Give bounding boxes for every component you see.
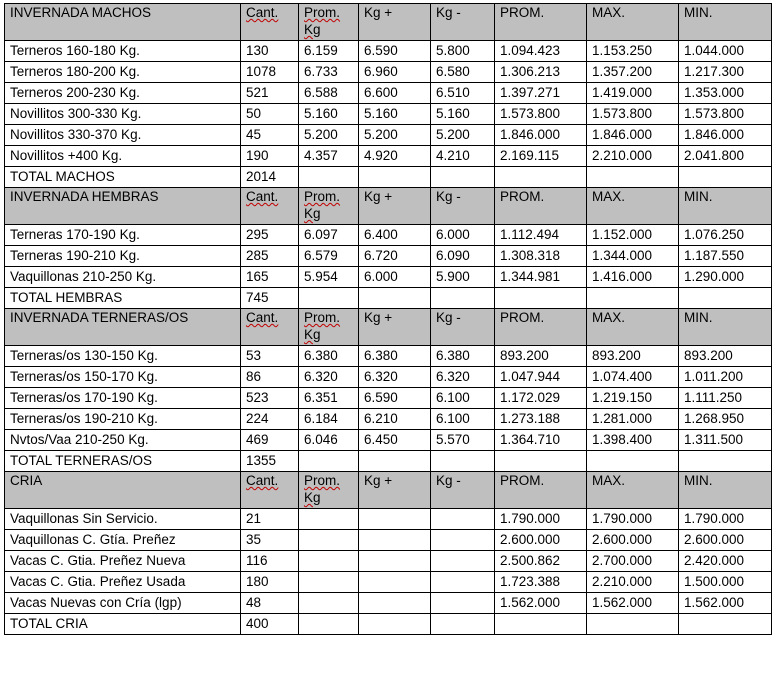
table-row (5, 367, 772, 388)
table-cell: 523 (241, 388, 299, 409)
table-cell: 6.046 (299, 430, 359, 451)
column-header (431, 309, 495, 346)
table-cell: 1.311.500 (679, 430, 772, 451)
table-cell: 86 (241, 367, 299, 388)
row-label: Vacas C. Gtia. Preñez Usada (5, 572, 241, 593)
total-cell (495, 167, 587, 188)
table-cell: 6.588 (299, 83, 359, 104)
column-header-label: MIN. (684, 310, 713, 325)
table-cell: 4.210 (431, 146, 495, 167)
table-cell: 1.846.000 (495, 125, 587, 146)
table-row (5, 62, 772, 83)
table-cell: 6.720 (359, 246, 431, 267)
total-cell (679, 167, 772, 188)
table-cell: 1.076.250 (679, 225, 772, 246)
table-cell: 45 (241, 125, 299, 146)
table-cell: 893.200 (495, 346, 587, 367)
table-cell: 2.600.000 (495, 530, 587, 551)
column-header-label: MAX. (592, 310, 626, 325)
column-header (679, 472, 772, 509)
table-cell: 1078 (241, 62, 299, 83)
total-cell (299, 288, 359, 309)
table-cell: 1.353.000 (679, 83, 772, 104)
column-header-label: MAX. (592, 189, 626, 204)
table-cell (431, 593, 495, 614)
row-label: Vacas Nuevas con Cría (lgp) (5, 593, 241, 614)
table-cell (359, 551, 431, 572)
table-cell: 224 (241, 409, 299, 430)
table-cell: 1.723.388 (495, 572, 587, 593)
table-cell: 5.200 (299, 125, 359, 146)
table-cell: 6.579 (299, 246, 359, 267)
table-cell: 6.380 (299, 346, 359, 367)
column-header (587, 472, 679, 509)
table-cell: 1.111.250 (679, 388, 772, 409)
total-cell (359, 288, 431, 309)
table-row (5, 225, 772, 246)
row-label: Vaquillonas 210-250 Kg. (5, 267, 241, 288)
table-cell: 1.219.150 (587, 388, 679, 409)
column-header (299, 4, 359, 41)
table-cell: 1.308.318 (495, 246, 587, 267)
table-cell: 1.074.400 (587, 367, 679, 388)
section-title: INVERNADA HEMBRAS (5, 188, 241, 225)
table-cell: 1.364.710 (495, 430, 587, 451)
column-header-label: PROM. (500, 310, 545, 325)
row-label: Novillitos 300-330 Kg. (5, 104, 241, 125)
table-row (5, 572, 772, 593)
total-cell (431, 614, 495, 635)
table-cell: 6.320 (431, 367, 495, 388)
table-cell: 6.210 (359, 409, 431, 430)
table-cell: 1.846.000 (587, 125, 679, 146)
table-cell: 1.273.188 (495, 409, 587, 430)
total-label: TOTAL CRIA (5, 614, 241, 635)
table-cell: 2.210.000 (587, 572, 679, 593)
table-cell: 48 (241, 593, 299, 614)
table-cell: 1.500.000 (679, 572, 772, 593)
column-header-label: Kg - (436, 310, 461, 325)
column-header (241, 4, 299, 41)
table-cell: 1.290.000 (679, 267, 772, 288)
table-cell: 6.090 (431, 246, 495, 267)
table-cell: 2.169.115 (495, 146, 587, 167)
column-header (299, 188, 359, 225)
table-cell (431, 551, 495, 572)
table-cell: 1.268.950 (679, 409, 772, 430)
total-label: TOTAL TERNERAS/OS (5, 451, 241, 472)
table-row (5, 146, 772, 167)
row-label: Terneras/os 150-170 Kg. (5, 367, 241, 388)
column-header (299, 472, 359, 509)
table-row (5, 267, 772, 288)
column-header (359, 4, 431, 41)
column-header-label: MIN. (684, 473, 713, 488)
total-label: TOTAL HEMBRAS (5, 288, 241, 309)
section-title: INVERNADA MACHOS (5, 4, 241, 41)
table-cell: 893.200 (587, 346, 679, 367)
total-cell (587, 167, 679, 188)
table-cell: 190 (241, 146, 299, 167)
table-cell: 1.344.000 (587, 246, 679, 267)
table-cell: 521 (241, 83, 299, 104)
section-title: INVERNADA TERNERAS/OS (5, 309, 241, 346)
total-cell (359, 167, 431, 188)
table-cell: 165 (241, 267, 299, 288)
table-cell: 5.200 (431, 125, 495, 146)
row-label: Terneras 170-190 Kg. (5, 225, 241, 246)
total-cell (359, 451, 431, 472)
table-cell: 469 (241, 430, 299, 451)
column-header (495, 472, 587, 509)
table-cell: 35 (241, 530, 299, 551)
row-label: Terneros 160-180 Kg. (5, 41, 241, 62)
table-row (5, 346, 772, 367)
row-label: Terneras 190-210 Kg. (5, 246, 241, 267)
table-row (5, 246, 772, 267)
total-cell (495, 451, 587, 472)
table-cell: 1.562.000 (587, 593, 679, 614)
column-header (495, 309, 587, 346)
table-cell: 1.397.271 (495, 83, 587, 104)
table-cell: 5.160 (431, 104, 495, 125)
column-header-label: Cant. (246, 473, 279, 488)
table-row (5, 125, 772, 146)
table-cell (359, 509, 431, 530)
table-cell (359, 593, 431, 614)
column-header (679, 188, 772, 225)
row-label: Novillitos +400 Kg. (5, 146, 241, 167)
section-header-row (5, 472, 772, 509)
table-cell: 1.846.000 (679, 125, 772, 146)
table-cell: 6.100 (431, 409, 495, 430)
row-label: Vacas C. Gtia. Preñez Nueva (5, 551, 241, 572)
table-cell: 1.011.200 (679, 367, 772, 388)
column-header-label: PROM. (500, 189, 545, 204)
row-label: Nvtos/Vaa 210-250 Kg. (5, 430, 241, 451)
table-cell: 5.800 (431, 41, 495, 62)
column-header-label: Kg + (364, 473, 393, 488)
table-cell: 2.600.000 (679, 530, 772, 551)
total-cell (495, 614, 587, 635)
total-cell (431, 167, 495, 188)
table-cell: 1.281.000 (587, 409, 679, 430)
table-cell: 1.044.000 (679, 41, 772, 62)
table-cell (299, 572, 359, 593)
table-cell (431, 509, 495, 530)
table-cell: 6.184 (299, 409, 359, 430)
table-cell: 1.344.981 (495, 267, 587, 288)
table-cell: 6.100 (431, 388, 495, 409)
column-header (241, 472, 299, 509)
table-cell: 6.351 (299, 388, 359, 409)
column-header-label: Kg - (436, 473, 461, 488)
table-row (5, 430, 772, 451)
column-header-label: PROM. (500, 5, 545, 20)
table-cell: 2.420.000 (679, 551, 772, 572)
column-header (241, 188, 299, 225)
table-cell: 1.573.800 (679, 104, 772, 125)
row-label: Novillitos 330-370 Kg. (5, 125, 241, 146)
table-cell: 1.357.200 (587, 62, 679, 83)
table-cell: 5.160 (359, 104, 431, 125)
table-cell: 1.112.494 (495, 225, 587, 246)
row-label: Terneros 180-200 Kg. (5, 62, 241, 83)
table-cell: 4.920 (359, 146, 431, 167)
table-cell (359, 572, 431, 593)
column-header (299, 309, 359, 346)
table-cell: 5.954 (299, 267, 359, 288)
table-cell: 2.700.000 (587, 551, 679, 572)
livestock-price-table (4, 3, 772, 635)
section-header-row (5, 309, 772, 346)
table-cell: 21 (241, 509, 299, 530)
column-header-label: Kg - (436, 189, 461, 204)
table-row (5, 409, 772, 430)
column-header-label: PROM. (500, 473, 545, 488)
table-cell: 6.960 (359, 62, 431, 83)
column-header-label: Prom. Kg (304, 310, 341, 342)
row-label: Terneras/os 170-190 Kg. (5, 388, 241, 409)
column-header (359, 188, 431, 225)
total-row (5, 614, 772, 635)
column-header (587, 188, 679, 225)
table-cell: 1.790.000 (679, 509, 772, 530)
column-header-label: Cant. (246, 310, 279, 325)
table-cell (299, 551, 359, 572)
table-row (5, 551, 772, 572)
total-row (5, 167, 772, 188)
table-cell: 1.187.550 (679, 246, 772, 267)
column-header-label: Prom. Kg (304, 473, 341, 505)
column-header-label: Prom. Kg (304, 5, 341, 37)
table-cell: 6.590 (359, 388, 431, 409)
column-header-label: Cant. (246, 189, 279, 204)
table-cell: 50 (241, 104, 299, 125)
section-header-row (5, 188, 772, 225)
section-title: CRIA (5, 472, 241, 509)
total-cell: 2014 (241, 167, 299, 188)
table-cell: 2.600.000 (587, 530, 679, 551)
column-header (431, 4, 495, 41)
table-cell (431, 530, 495, 551)
table-cell: 1.306.213 (495, 62, 587, 83)
total-cell (299, 451, 359, 472)
table-row (5, 104, 772, 125)
table-cell: 6.000 (431, 225, 495, 246)
table-row (5, 530, 772, 551)
table-cell: 1.047.944 (495, 367, 587, 388)
table-cell: 1.419.000 (587, 83, 679, 104)
table-cell: 1.573.800 (495, 104, 587, 125)
table-cell: 180 (241, 572, 299, 593)
table-cell: 53 (241, 346, 299, 367)
total-label: TOTAL MACHOS (5, 167, 241, 188)
table-cell: 130 (241, 41, 299, 62)
total-cell (679, 614, 772, 635)
total-cell: 400 (241, 614, 299, 635)
column-header (431, 188, 495, 225)
table-cell: 893.200 (679, 346, 772, 367)
table-cell: 6.590 (359, 41, 431, 62)
table-cell: 6.380 (359, 346, 431, 367)
total-cell (431, 451, 495, 472)
column-header-label: Kg + (364, 310, 393, 325)
table-cell: 1.573.800 (587, 104, 679, 125)
column-header (587, 309, 679, 346)
table-cell: 6.097 (299, 225, 359, 246)
column-header-label: MAX. (592, 473, 626, 488)
column-header (359, 472, 431, 509)
total-cell (587, 451, 679, 472)
total-cell: 745 (241, 288, 299, 309)
table-cell: 6.320 (299, 367, 359, 388)
table-cell: 2.500.862 (495, 551, 587, 572)
table-cell: 6.159 (299, 41, 359, 62)
table-cell: 6.733 (299, 62, 359, 83)
table-cell: 1.398.400 (587, 430, 679, 451)
total-cell (679, 288, 772, 309)
column-header-label: MAX. (592, 5, 626, 20)
column-header-label: Kg + (364, 189, 393, 204)
total-cell (299, 614, 359, 635)
column-header-label: Cant. (246, 5, 279, 20)
table-cell: 5.900 (431, 267, 495, 288)
table-cell: 6.510 (431, 83, 495, 104)
table-cell: 6.000 (359, 267, 431, 288)
table-cell: 2.041.800 (679, 146, 772, 167)
column-header-label: Kg - (436, 5, 461, 20)
table-cell (299, 530, 359, 551)
table-cell: 6.600 (359, 83, 431, 104)
total-cell: 1355 (241, 451, 299, 472)
table-cell: 6.380 (431, 346, 495, 367)
table-row (5, 388, 772, 409)
row-label: Terneras/os 190-210 Kg. (5, 409, 241, 430)
row-label: Terneras/os 130-150 Kg. (5, 346, 241, 367)
table-cell: 1.172.029 (495, 388, 587, 409)
table-cell: 116 (241, 551, 299, 572)
table-row (5, 41, 772, 62)
table-cell: 4.357 (299, 146, 359, 167)
table-cell: 5.200 (359, 125, 431, 146)
table-cell: 1.152.000 (587, 225, 679, 246)
total-cell (359, 614, 431, 635)
table-cell: 5.570 (431, 430, 495, 451)
table-cell: 1.153.250 (587, 41, 679, 62)
table-cell: 285 (241, 246, 299, 267)
row-label: Terneros 200-230 Kg. (5, 83, 241, 104)
table-row (5, 593, 772, 614)
column-header (587, 4, 679, 41)
column-header-label: MIN. (684, 5, 713, 20)
column-header-label: Prom. Kg (304, 189, 341, 221)
table-cell (431, 572, 495, 593)
total-row (5, 288, 772, 309)
row-label: Vaquillonas Sin Servicio. (5, 509, 241, 530)
column-header-label: Kg + (364, 5, 393, 20)
table-cell: 1.562.000 (495, 593, 587, 614)
table-cell: 2.210.000 (587, 146, 679, 167)
total-row (5, 451, 772, 472)
table-cell: 295 (241, 225, 299, 246)
column-header (495, 188, 587, 225)
total-cell (679, 451, 772, 472)
table-cell: 1.094.423 (495, 41, 587, 62)
total-cell (495, 288, 587, 309)
column-header-label: MIN. (684, 189, 713, 204)
total-cell (431, 288, 495, 309)
table-cell: 1.217.300 (679, 62, 772, 83)
total-cell (299, 167, 359, 188)
column-header (359, 309, 431, 346)
table-cell: 1.562.000 (679, 593, 772, 614)
table-cell: 1.790.000 (587, 509, 679, 530)
column-header (679, 309, 772, 346)
column-header (495, 4, 587, 41)
column-header (241, 309, 299, 346)
table-cell: 1.416.000 (587, 267, 679, 288)
table-cell: 5.160 (299, 104, 359, 125)
table-row (5, 509, 772, 530)
section-header-row (5, 4, 772, 41)
table-cell (299, 593, 359, 614)
table-cell: 6.400 (359, 225, 431, 246)
table-cell: 6.580 (431, 62, 495, 83)
row-label: Vaquillonas C. Gtía. Preñez (5, 530, 241, 551)
column-header (679, 4, 772, 41)
table-cell (299, 509, 359, 530)
table-cell: 6.450 (359, 430, 431, 451)
total-cell (587, 288, 679, 309)
table-row (5, 83, 772, 104)
table-cell: 1.790.000 (495, 509, 587, 530)
column-header (431, 472, 495, 509)
total-cell (587, 614, 679, 635)
table-cell (359, 530, 431, 551)
table-cell: 6.320 (359, 367, 431, 388)
